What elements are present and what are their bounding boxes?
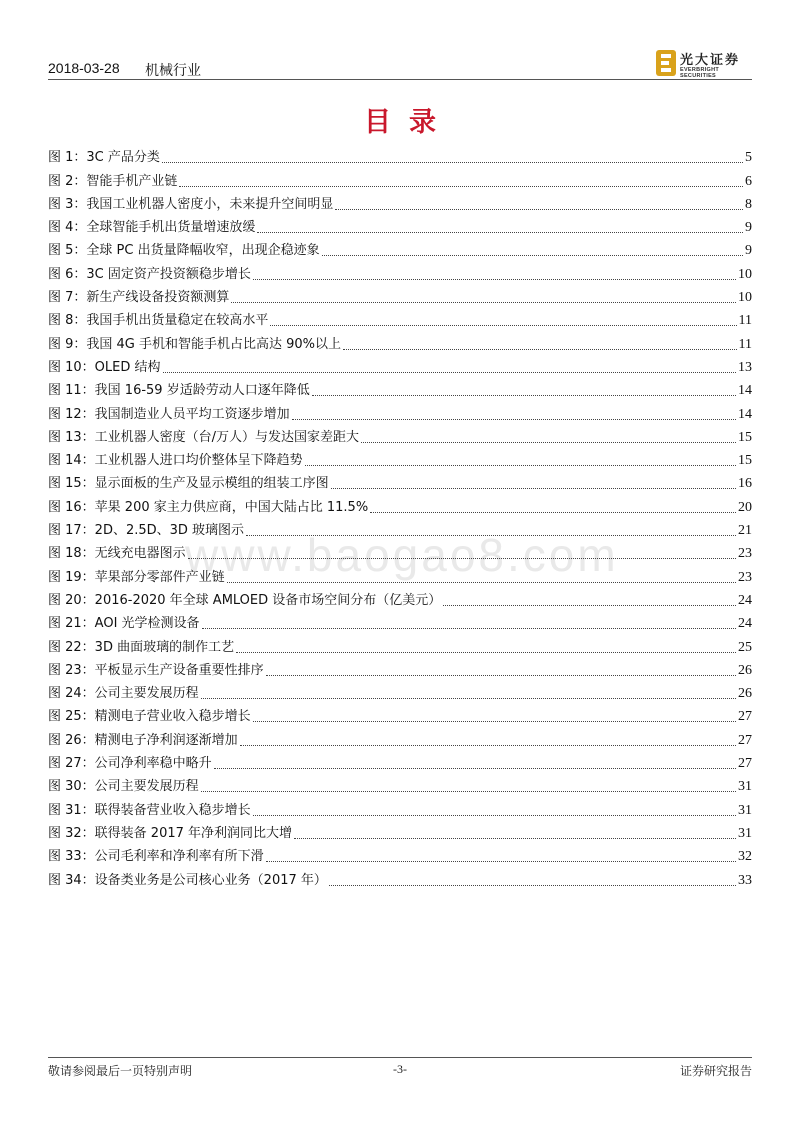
- toc-entry-page[interactable]: 9: [745, 243, 752, 259]
- toc-leader-dots: [253, 721, 736, 722]
- toc-leader-dots: [270, 325, 736, 326]
- toc-leader-dots: [443, 605, 736, 606]
- toc-entry-label[interactable]: 图 6：3C 固定资产投资额稳步增长: [48, 266, 251, 282]
- toc-entry-label[interactable]: 图 30：公司主要发展历程: [48, 779, 199, 795]
- toc-entry-page[interactable]: 15: [738, 453, 752, 469]
- toc-entry[interactable]: [48, 284, 752, 307]
- toc-entry-page[interactable]: 27: [738, 709, 752, 725]
- table-of-figures: [48, 144, 752, 890]
- toc-entry[interactable]: [48, 587, 752, 610]
- toc-entry[interactable]: [48, 400, 752, 423]
- toc-entry-page[interactable]: 20: [738, 499, 752, 515]
- toc-leader-dots: [331, 488, 736, 489]
- report-date: 2018-03-28: [48, 60, 120, 76]
- toc-leader-dots: [322, 255, 743, 256]
- toc-entry[interactable]: [48, 237, 752, 260]
- toc-leader-dots: [236, 652, 736, 653]
- toc-entry-label[interactable]: 图 23：平板显示生产设备重要性排序: [48, 662, 264, 678]
- toc-entry-page[interactable]: 27: [738, 732, 752, 748]
- toc-entry-label[interactable]: 图 31：联得装备营业收入稳步增长: [48, 802, 251, 818]
- toc-entry[interactable]: [48, 796, 752, 819]
- toc-entry-page[interactable]: 23: [738, 546, 752, 562]
- toc-entry-page[interactable]: 24: [738, 592, 752, 608]
- toc-entry-label[interactable]: 图 17：2D、2.5D、3D 玻璃图示: [48, 523, 245, 539]
- toc-leader-dots: [240, 745, 736, 746]
- toc-entry-label[interactable]: 图 7：新生产线设备投资额测算: [48, 290, 230, 306]
- toc-leader-dots: [162, 162, 743, 163]
- toc-entry-page[interactable]: 6: [745, 173, 752, 189]
- toc-leader-dots: [231, 302, 736, 303]
- watermark-text: www.baogao8.com: [185, 529, 619, 581]
- toc-entry-label[interactable]: 图 24：公司主要发展历程: [48, 686, 199, 702]
- toc-entry[interactable]: [48, 680, 752, 703]
- toc-entry-label[interactable]: 图 33：公司毛利率和净利率有所下滑: [48, 849, 264, 865]
- toc-entry-label[interactable]: 图 1：3C 产品分类: [48, 150, 160, 166]
- toc-entry[interactable]: [48, 540, 752, 563]
- toc-entry[interactable]: [48, 773, 752, 796]
- toc-title: 目录: [364, 107, 454, 138]
- toc-entry[interactable]: [48, 726, 752, 749]
- toc-entry-page[interactable]: 31: [738, 825, 752, 841]
- toc-leader-dots: [312, 395, 736, 396]
- toc-entry-page[interactable]: 26: [738, 686, 752, 702]
- toc-leader-dots: [370, 512, 736, 513]
- toc-entry-label[interactable]: 图 18：无线充电器图示: [48, 546, 186, 562]
- toc-entry-page[interactable]: 15: [738, 429, 752, 445]
- toc-entry-label[interactable]: 图 9：我国 4G 手机和智能手机占比高达 90%以上: [48, 336, 342, 352]
- page-footer: [48, 1062, 752, 1082]
- toc-entry-page[interactable]: 27: [738, 756, 752, 772]
- toc-entry-page[interactable]: 23: [738, 569, 752, 585]
- toc-entry[interactable]: [48, 866, 752, 889]
- toc-leader-dots: [202, 628, 736, 629]
- page-number: -3-: [393, 1062, 407, 1076]
- toc-entry-label[interactable]: 图 14：工业机器人进口均价整体呈下降趋势: [48, 453, 303, 469]
- toc-leader-dots: [201, 698, 736, 699]
- toc-entry[interactable]: [48, 750, 752, 773]
- toc-entry-label[interactable]: 图 22：3D 曲面玻璃的制作工艺: [48, 639, 235, 655]
- toc-leader-dots: [294, 838, 736, 839]
- toc-leader-dots: [227, 582, 736, 583]
- toc-entry[interactable]: [48, 657, 752, 680]
- company-logo: [656, 48, 752, 78]
- toc-entry-page[interactable]: 16: [738, 476, 752, 492]
- toc-entry[interactable]: [48, 330, 752, 353]
- toc-entry-page[interactable]: 13: [738, 359, 752, 375]
- toc-leader-dots: [266, 675, 736, 676]
- toc-entry-page[interactable]: 14: [738, 406, 752, 422]
- toc-entry-label[interactable]: 图 13：工业机器人密度（台/万人）与发达国家差距大: [48, 429, 360, 445]
- toc-entry-page[interactable]: 21: [738, 523, 752, 539]
- everbright-logo-icon: [656, 50, 676, 76]
- toc-entry[interactable]: [48, 447, 752, 470]
- toc-entry-label[interactable]: 图 19：苹果部分零部件产业链: [48, 569, 225, 585]
- toc-entry-page[interactable]: 9: [745, 220, 752, 236]
- toc-leader-dots: [214, 768, 736, 769]
- toc-entry-label[interactable]: 图 27：公司净利率稳中略升: [48, 756, 212, 772]
- toc-entry-label[interactable]: 图 11：我国 16-59 岁适龄劳动人口逐年降低: [48, 383, 310, 399]
- toc-entry-label[interactable]: 图 12：我国制造业人员平均工资逐步增加: [48, 406, 290, 422]
- toc-leader-dots: [361, 442, 736, 443]
- toc-entry-label[interactable]: 图 4：全球智能手机出货量增速放缓: [48, 220, 256, 236]
- toc-entry-page[interactable]: 31: [738, 779, 752, 795]
- toc-entry-page[interactable]: 10: [738, 266, 752, 282]
- toc-entry-label[interactable]: 图 32：联得装备 2017 年净利润同比大增: [48, 825, 293, 841]
- toc-leader-dots: [257, 232, 743, 233]
- toc-entry[interactable]: [48, 424, 752, 447]
- toc-leader-dots: [329, 885, 736, 886]
- toc-entry[interactable]: [48, 820, 752, 843]
- toc-entry-page[interactable]: 33: [738, 872, 752, 888]
- toc-leader-dots: [246, 535, 736, 536]
- toc-entry-label[interactable]: 图 3：我国工业机器人密度小，未来提升空间明显: [48, 196, 334, 212]
- toc-entry[interactable]: [48, 167, 752, 190]
- toc-leader-dots: [253, 815, 736, 816]
- toc-entry-label[interactable]: 图 2：智能手机产业链: [48, 173, 178, 189]
- toc-entry-page[interactable]: 14: [738, 383, 752, 399]
- toc-leader-dots: [163, 372, 736, 373]
- toc-entry-label[interactable]: 图 16：苹果 200 家主力供应商，中国大陆占比 11.5%: [48, 499, 369, 515]
- toc-entry[interactable]: [48, 307, 752, 330]
- industry-label: 机械行业: [145, 63, 201, 79]
- toc-entry-page[interactable]: 8: [745, 196, 752, 212]
- toc-leader-dots: [343, 349, 736, 350]
- logo-english-name: EVERBRIGHT SECURITIES: [680, 67, 720, 79]
- toc-entry[interactable]: [48, 377, 752, 400]
- toc-entry-label[interactable]: 图 26：精测电子净利润逐渐增加: [48, 732, 238, 748]
- toc-entry[interactable]: [48, 703, 752, 726]
- toc-entry[interactable]: [48, 517, 752, 540]
- toc-entry[interactable]: [48, 354, 752, 377]
- toc-entry-page[interactable]: 10: [738, 290, 752, 306]
- toc-entry-page[interactable]: 32: [738, 849, 752, 865]
- toc-entry[interactable]: [48, 191, 752, 214]
- footer-divider: [48, 1057, 752, 1058]
- toc-entry-label[interactable]: 图 25：精测电子营业收入稳步增长: [48, 709, 251, 725]
- toc-entry-label[interactable]: 图 20：2016-2020 年全球 AMLOED 设备市场空间分布（亿美元）: [48, 592, 442, 608]
- toc-entry-page[interactable]: 24: [738, 616, 752, 632]
- toc-entry-label[interactable]: 图 10：OLED 结构: [48, 359, 161, 375]
- toc-entry-label[interactable]: 图 5：全球 PC 出货量降幅收窄，出现企稳迹象: [48, 243, 320, 259]
- toc-entry-page[interactable]: 31: [738, 802, 752, 818]
- toc-entry-label[interactable]: 图 34：设备类业务是公司核心业务（2017 年）: [48, 872, 327, 888]
- toc-entry-label[interactable]: 图 8：我国手机出货量稳定在较高水平: [48, 313, 269, 329]
- toc-entry[interactable]: [48, 633, 752, 656]
- page-header: [48, 48, 752, 80]
- toc-leader-dots: [335, 209, 743, 210]
- toc-entry-label[interactable]: 图 21：AOI 光学检测设备: [48, 616, 200, 632]
- toc-entry-page[interactable]: 11: [738, 313, 752, 329]
- footer-brand: 证券研究报告: [679, 1064, 752, 1078]
- toc-entry[interactable]: [48, 493, 752, 516]
- toc-entry[interactable]: [48, 260, 752, 283]
- toc-entry-label[interactable]: 图 15：显示面板的生产及显示模组的组装工序图: [48, 476, 329, 492]
- toc-leader-dots: [266, 861, 736, 862]
- toc-entry-page[interactable]: 25: [738, 639, 752, 655]
- header-divider: [48, 79, 752, 80]
- toc-entry[interactable]: [48, 144, 752, 167]
- toc-entry[interactable]: [48, 214, 752, 237]
- toc-entry[interactable]: [48, 843, 752, 866]
- toc-leader-dots: [179, 186, 743, 187]
- toc-entry-page[interactable]: 5: [745, 150, 752, 166]
- toc-leader-dots: [292, 419, 736, 420]
- footer-disclaimer: 敬请参阅最后一页特别声明: [48, 1064, 193, 1078]
- toc-leader-dots: [188, 558, 736, 559]
- toc-entry[interactable]: [48, 563, 752, 586]
- toc-entry[interactable]: [48, 610, 752, 633]
- toc-leader-dots: [305, 465, 736, 466]
- toc-entry-page[interactable]: 26: [738, 662, 752, 678]
- toc-entry-page[interactable]: 11: [738, 336, 752, 352]
- toc-leader-dots: [253, 279, 736, 280]
- toc-entry[interactable]: [48, 470, 752, 493]
- logo-chinese-name: 光大证券: [680, 53, 741, 68]
- toc-leader-dots: [201, 791, 736, 792]
